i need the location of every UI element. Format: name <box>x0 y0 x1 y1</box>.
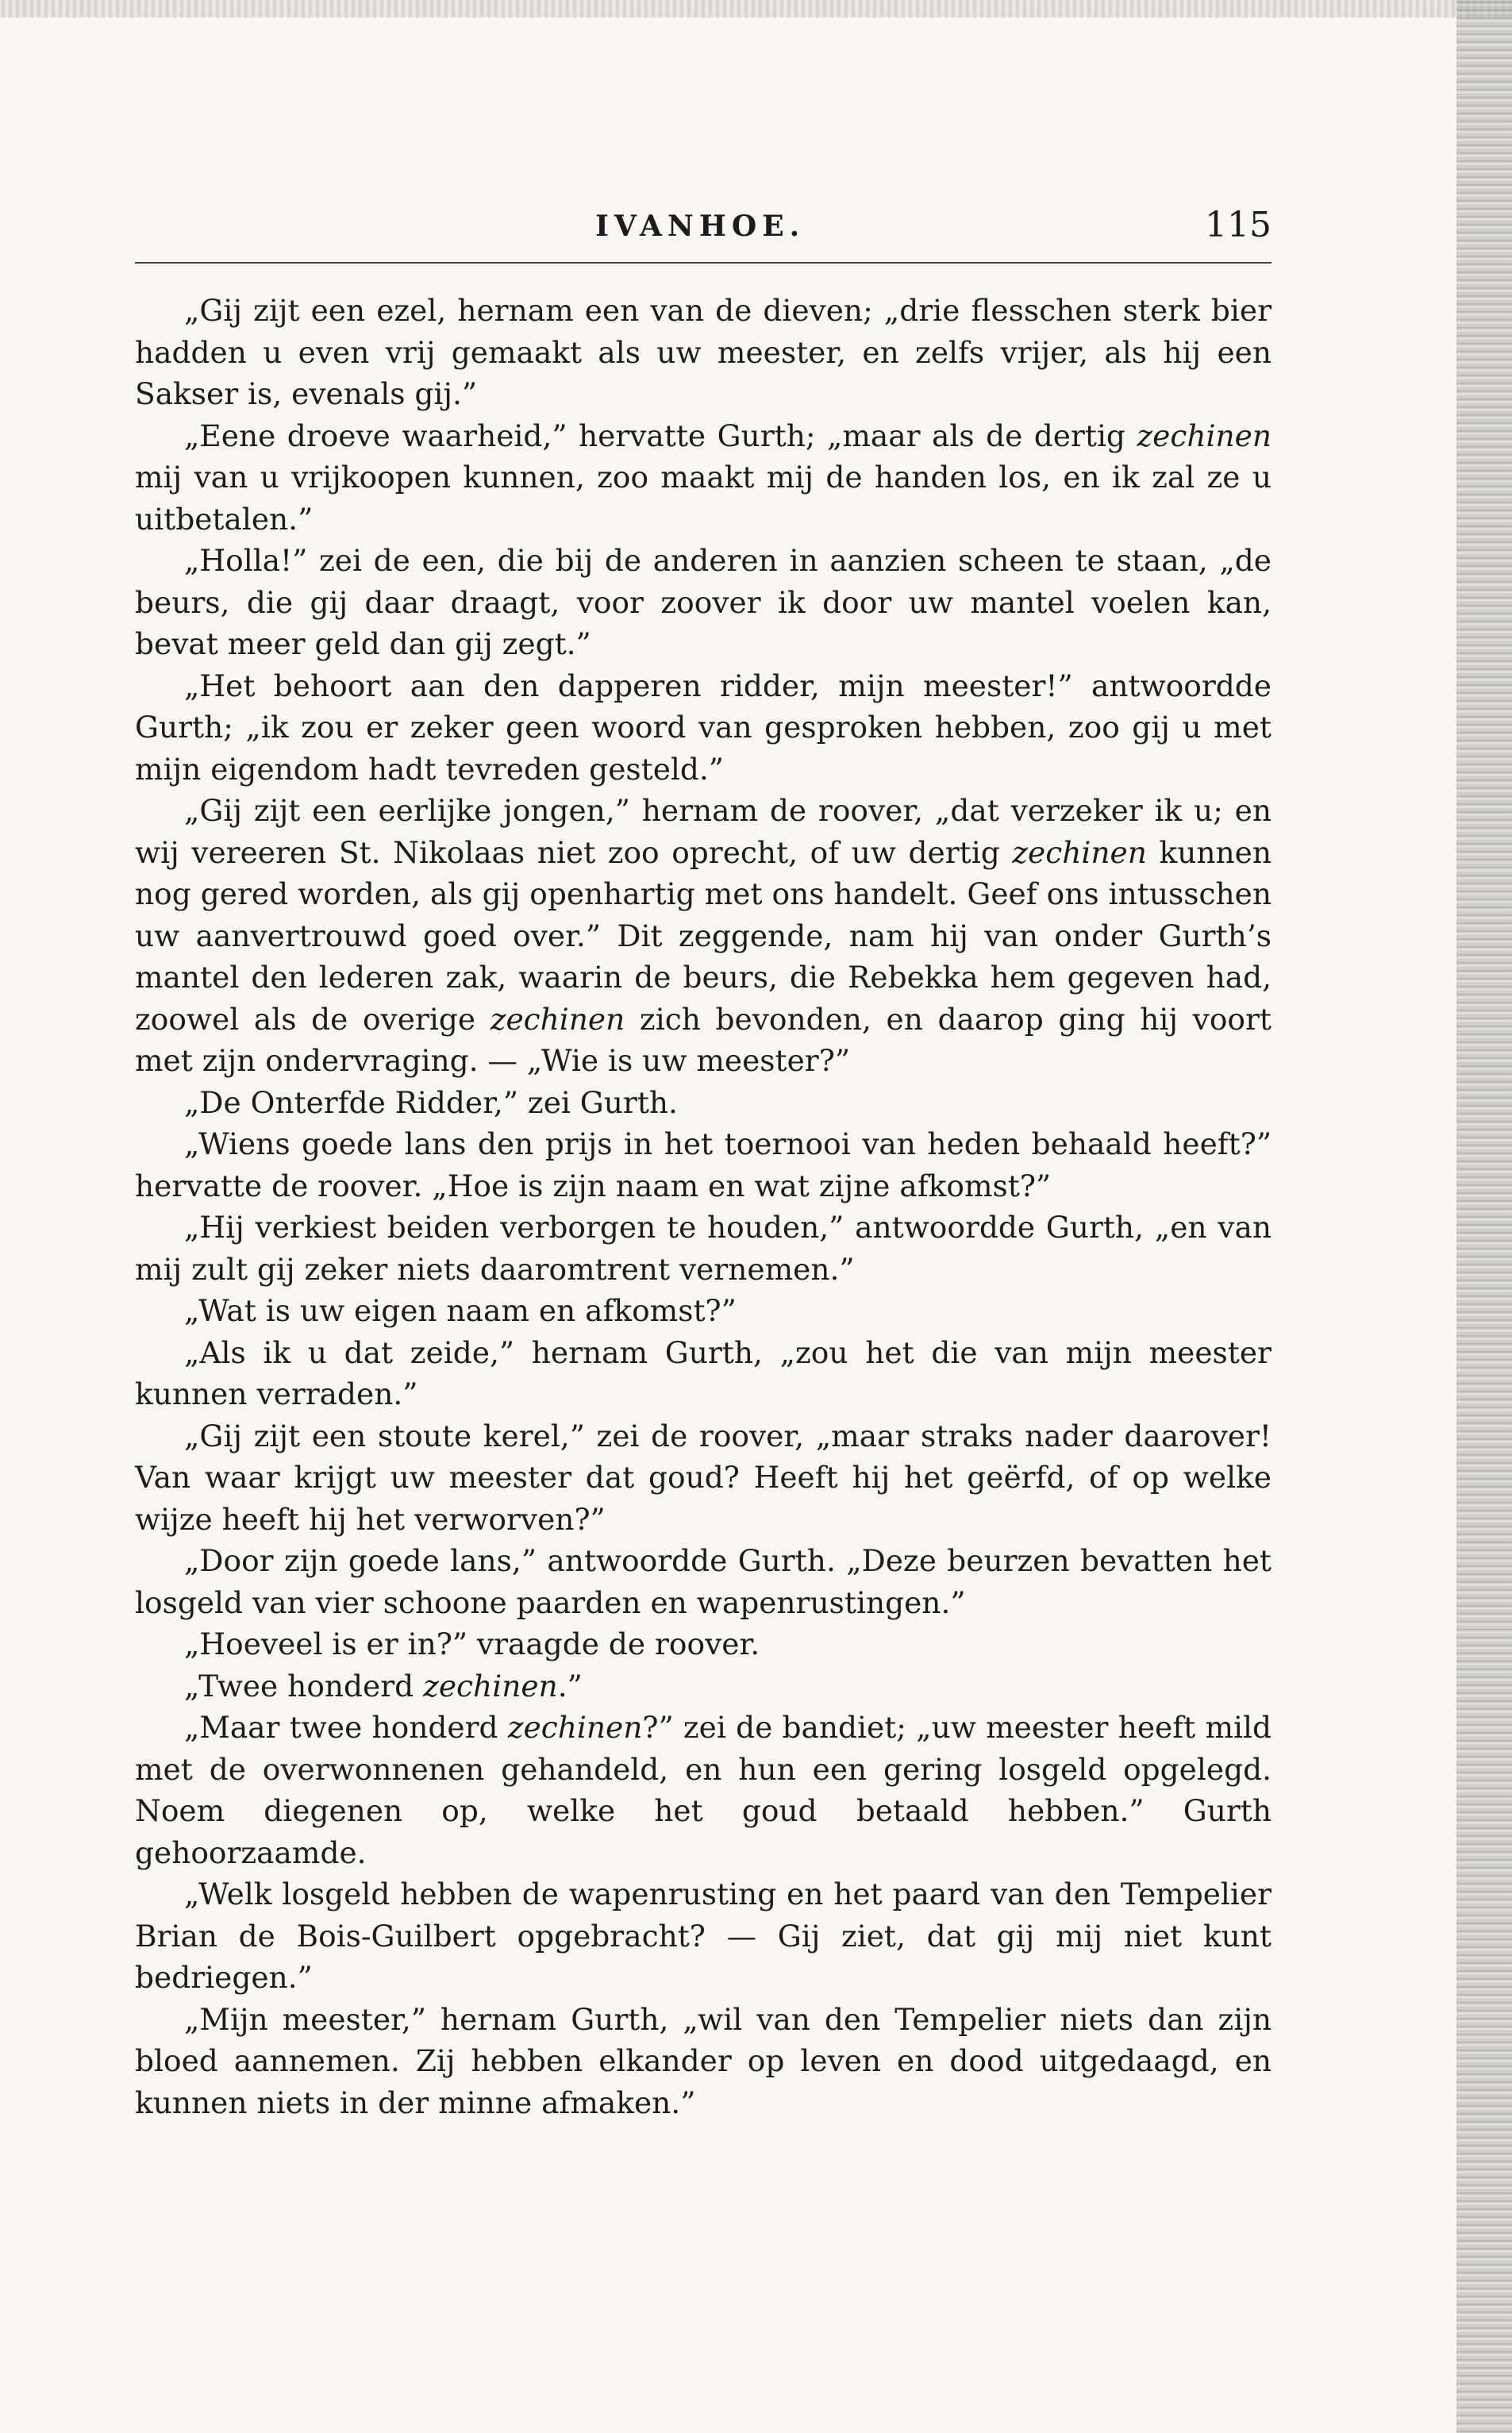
paragraph: „Hoeveel is er in?” vraagde de roover. <box>184 1626 760 1661</box>
paragraph: „Gij zijt een ezel, hernam een van de dieven; „drie flesschen sterk bier hadden u even vrij gemaakt als uw meester, en zelfs vrijer, als hij een Sakser is, evenals gij.” <box>135 293 1272 411</box>
paragraph: „De Onterfde Ridder,” zei Gurth. <box>184 1084 678 1120</box>
scan-right-edge <box>1456 0 1512 2433</box>
paragraph: „Gij zijt een stoute kerel,” zei de roover, „maar straks nader daarover! Van waar krijgt uw meester dat goud? Heeft hij het geërfd, of op welke wijze heeft hij het verworven?” <box>135 1418 1272 1537</box>
page-number: 115 <box>1205 205 1272 245</box>
body-text <box>135 290 1272 2123</box>
paragraph: „Wat is uw eigen naam en afkomst?” <box>184 1293 737 1328</box>
paragraph: „Gij zijt een eerlijke jongen,” hernam de roover, „dat verzeker ik u; en wij vereeren St. Nikolaas niet zoo oprecht, of uw dertig zechinen kunnen nog gered worden, als gij openhartig met ons handelt. Geef ons intusschen uw aanvertrouwd goed over.” Dit zeggende, nam hij van onder Gurth’s mantel den lederen zak, waarin de beurs, die Rebekka hem gegeven had, zoowel als de overige zechinen zich bevonden, en daarop ging hij voort met zijn ondervraging. — „Wie is uw meester?” <box>135 793 1272 1078</box>
paragraph: „Welk losgeld hebben de wapenrusting en het paard van den Tempelier Brian de Bois-Guilbert opgebracht? — Gij ziet, dat gij mij niet kunt bedriegen.” <box>135 1877 1272 1995</box>
page-header <box>135 205 1272 252</box>
paragraph: „Holla!” zei de een, die bij de anderen in aanzien scheen te staan, „de beurs, die gij daar draagt, voor zoover ik door uw mantel voelen kan, bevat meer geld dan gij zegt.” <box>135 543 1272 661</box>
paragraph: „Eene droeve waarheid,” hervatte Gurth; „maar als de dertig zechinen mij van u vrijkoopen kunnen, zoo maakt mij de handen los, en ik zal ze u uitbetalen.” <box>135 418 1272 537</box>
paragraph: „Door zijn goede lans,” antwoordde Gurth. „Deze beurzen bevatten het losgeld van vier schoone paarden en wapenrustingen.” <box>135 1543 1272 1620</box>
running-title: IVANHOE. <box>595 210 806 243</box>
paragraph: „Als ik u dat zeide,” hernam Gurth, „zou het die van mijn meester kunnen verraden.” <box>135 1334 1272 1411</box>
paragraph: „Hij verkiest beiden verborgen te houden,” antwoordde Gurth, „en van mij zult gij zeker niets daaromtrent vernemen.” <box>135 1210 1272 1287</box>
paragraph: „Mijn meester,” hernam Gurth, „wil van den Tempelier niets dan zijn bloed aannemen. Zij hebben elkander op leven en dood uitgedaagd, en kunnen niets in der minne afmaken.” <box>135 2001 1272 2120</box>
paragraph: „Maar twee honderd zechinen?” zei de bandiet; „uw meester heeft mild met de overwonnenen gehandeld, en hun een gering losgeld opgelegd. Noem diegenen op, welke het goud betaald hebben.” Gurth gehoorzaamde. <box>135 1710 1272 1870</box>
scan-top-edge <box>0 0 1512 17</box>
paragraph: „Wiens goede lans den prijs in het toernooi van heden behaald heeft?” hervatte de roover. „Hoe is zijn naam en wat zijne afkomst?” <box>135 1126 1272 1203</box>
paragraph: „Het behoort aan den dapperen ridder, mijn meester!” antwoordde Gurth; „ik zou er zeker geen woord van gesproken hebben, zoo gij u met mijn eigendom hadt tevreden gesteld.” <box>135 668 1272 787</box>
header-rule <box>135 262 1272 264</box>
paragraph: „Twee honderd zechinen.” <box>184 1668 583 1703</box>
